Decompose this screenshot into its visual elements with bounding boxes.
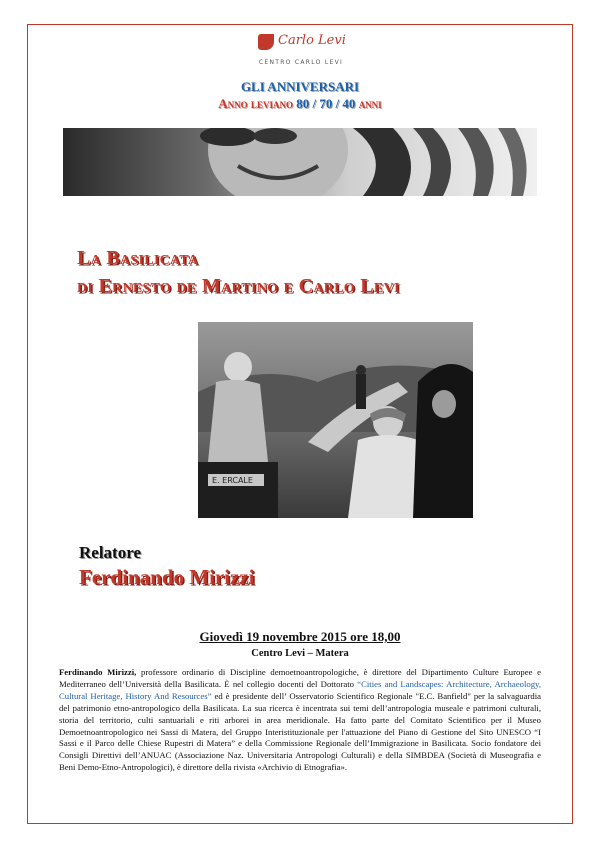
portrait-banner-graphic <box>63 128 537 196</box>
logo-script: Carlo Levi <box>278 33 346 48</box>
speaker-label: Relatore <box>79 543 141 562</box>
centro-carlo-levi-logo <box>256 34 346 78</box>
anniversary-suffix: anni <box>358 96 382 111</box>
anniversary-line2 <box>0 95 600 112</box>
event-date-time: Giovedì 19 novembre 2015 ore 18,00 <box>199 629 401 644</box>
historical-photo <box>198 322 473 518</box>
speaker-biography <box>59 667 541 774</box>
event-title-line2: di Ernesto de Martino e Carlo Levi <box>77 275 400 297</box>
bio-part2: ed è presidente dell’ Osservatorio Scientifico Regionale "E.C. Banfield" per la salvaguardia del patrimonio etno-antropologico della Basilicata. La sua ricerca è incentrata sui temi dell’antropologia museale e patrimoni culturali, storia del territorio, culti santuariali e riti arborei in area meridionale. Ha fatto parte del Comitato Scientifico per il Museo Demoetnoantropologico nei Sassi di Matera, del Gruppo Interistituzionale per l'attuazione del Piano di Gestione del Sito UNESCO “I Sassi e il Parco delle Chiese Rupestri di Matera” e della Commissione Regionale dell’Immigrazione in Basilicata. Socio fondatore dei Consigli Direttivi dell’ANUAC (Associazione Naz. Universitaria Antropologi Culturali) e della SIMBDEA (Società di Museografia e Beni Demo-Etno-Antropologici), è direttore della rivista «Archivio di Etnografia». <box>59 690 541 773</box>
bio-doctorate-title: “Cities and Landscapes: Architecture, Archaeology, Cultural Heritage, History And Resources” <box>59 678 541 701</box>
anniversary-header <box>0 78 600 112</box>
portrait-banner-image <box>63 128 537 196</box>
historical-photo-graphic <box>198 322 473 518</box>
speaker-name: Ferdinando Mirizzi <box>79 565 255 589</box>
event-location: Centro Levi – Matera <box>251 648 349 659</box>
photo-sign-text: E. ERCALE <box>212 476 253 485</box>
logo-caption: CENTRO CARLO LEVI <box>258 59 344 66</box>
anniversary-line1: GLI ANNIVERSARI <box>240 79 360 94</box>
bio-speaker-name: Ferdinando Mirizzi, <box>59 667 137 677</box>
bio-part1: professore ordinario di Discipline demoetnoantropologiche, è direttore del Dipartimento Culture Europee e Mediterraneo dell’Università della Basilicata. È nel collegio docenti del Dottorato <box>59 667 541 689</box>
anniversary-prefix: Anno leviano <box>218 96 293 111</box>
event-title-line1: La Basilicata <box>77 247 199 269</box>
event-title <box>77 244 400 300</box>
event-info <box>0 629 600 659</box>
anniversary-numbers: 80 / 70 / 40 <box>296 96 356 111</box>
logo-mark-icon <box>258 34 274 50</box>
